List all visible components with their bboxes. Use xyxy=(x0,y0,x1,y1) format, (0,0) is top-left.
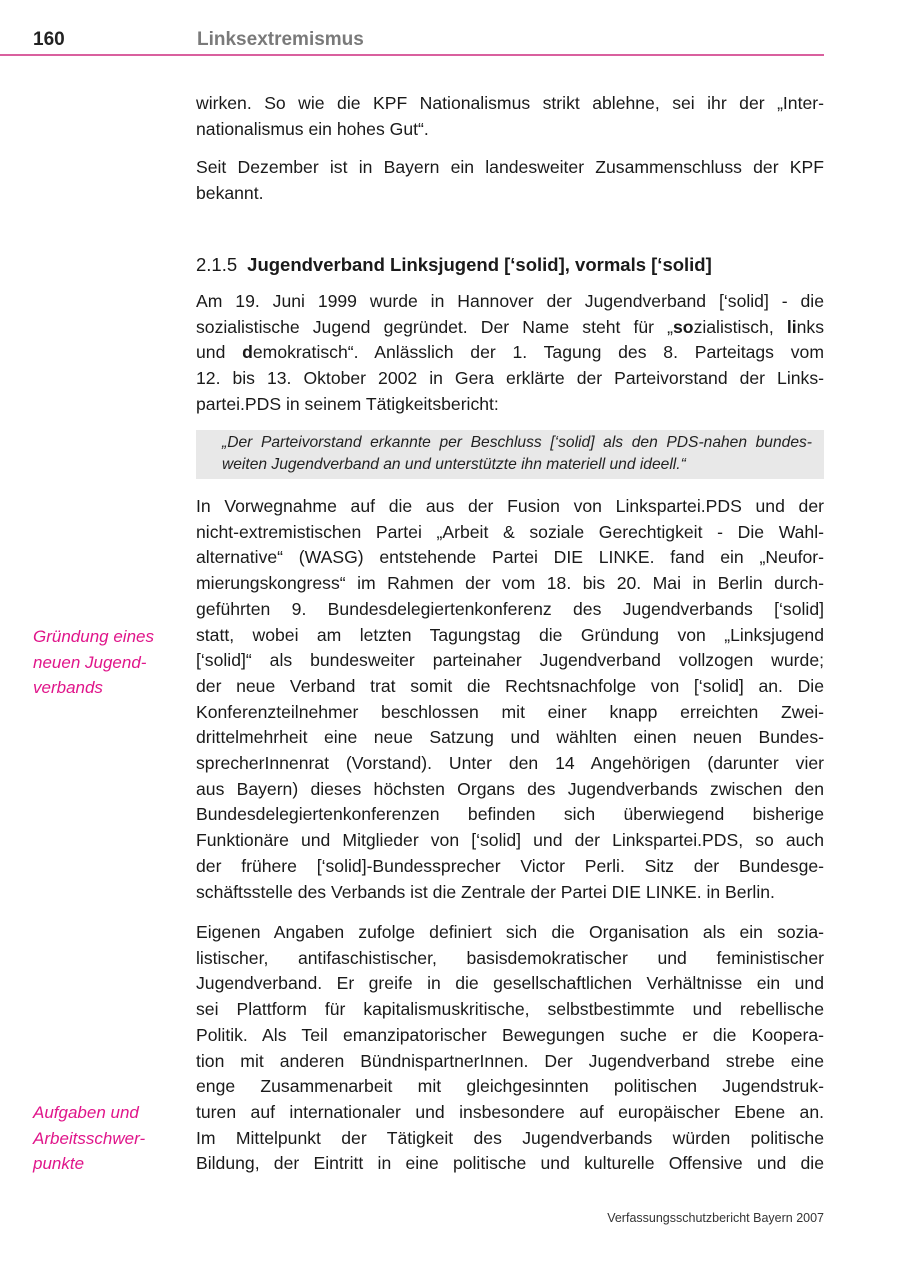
text-line: In Vorwegnahme auf die aus der Fusion von Linkspartei.PDS und der xyxy=(196,496,824,516)
paragraph xyxy=(196,289,824,418)
text-line: drittelmehrheit eine neue Satzung und wählten einen neuen Bundes- xyxy=(196,727,824,748)
text-line: turen auf internationaler und insbesondere auf europäischer Ebene an. xyxy=(196,1101,824,1122)
margin-note-line: Aufgaben und xyxy=(33,1103,139,1122)
section-running-title: Linksextremismus xyxy=(197,29,364,50)
margin-note-line: Gründung eines xyxy=(33,627,154,646)
text-line: Eigenen Angaben zufolge definiert sich die Organisation als ein sozia- xyxy=(196,922,824,942)
text-line: bekannt. xyxy=(196,182,264,203)
section-heading xyxy=(196,252,712,278)
page-footer: Verfassungsschutzbericht Bayern 2007 xyxy=(607,1211,824,1225)
text-line: tion mit anderen BündnispartnerInnen. Der Jugendverband strebe eine xyxy=(196,1050,824,1071)
text-line: nicht-extremistischen Partei „Arbeit & soziale Gerechtigkeit - Die Wahl- xyxy=(196,521,824,542)
header-rule xyxy=(0,54,824,56)
text-line: 12. bis 13. Oktober 2002 in Gera erklärte der Parteivorstand der Links- xyxy=(196,368,824,389)
paragraph xyxy=(196,155,824,206)
margin-note-tasks xyxy=(33,1100,145,1177)
quote-text xyxy=(222,432,812,476)
text-line: schäftsstelle des Verbands ist die Zentrale der Partei DIE LINKE. in Berlin. xyxy=(196,881,775,902)
text-line: Am 19. Juni 1999 wurde in Hannover der Jugendverband [‘solid] - die xyxy=(196,291,824,311)
text-line: [‘solid]“ als bundesweiter parteinaher Jugendverband vollzogen wurde; xyxy=(196,650,824,671)
margin-note-line: neuen Jugend- xyxy=(33,652,147,672)
text-line: Bildung, der Eintritt in eine politische und kulturelle Offensive und die xyxy=(196,1153,824,1174)
text-line: Bundesdelegiertenkonferenzen befinden sich überwiegend bisherige xyxy=(196,804,824,825)
section-number: 2.1.5 xyxy=(196,254,238,275)
text-fragment: und xyxy=(196,342,243,363)
text-line: alternative“ (WASG) entstehende Partei DIE LINKE. fand ein „Neufor- xyxy=(196,547,824,568)
margin-note-founding xyxy=(33,624,154,701)
page-number: 160 xyxy=(33,29,65,50)
text-line: Konferenzteilnehmer beschlossen mit einer knapp erreichten Zwei- xyxy=(196,701,824,722)
text-line: geführten 9. Bundesdelegiertenkonferenz des Jugendverbands [‘solid] xyxy=(196,598,824,619)
margin-note-line: verbands xyxy=(33,678,103,698)
text-line: der frühere [‘solid]-Bundessprecher Victor Perli. Sitz der Bundesge- xyxy=(196,855,824,876)
text-line: Seit Dezember ist in Bayern ein landesweiter Zusammenschluss der KPF xyxy=(196,157,824,177)
text-fragment: nks xyxy=(796,316,825,337)
paragraph xyxy=(196,494,824,905)
text-line: Im Mittelpunkt der Tätigkeit des Jugendverbands würden politische xyxy=(196,1127,824,1148)
text-line: Jugendverband. Er greife in die gesellschaftlichen Verhältnisse ein und xyxy=(196,973,824,994)
text-line xyxy=(196,340,824,366)
text-line: nationalismus ein hohes Gut“. xyxy=(196,118,429,139)
margin-note-line: punkte xyxy=(33,1154,85,1174)
margin-note-line: Arbeitsschwer- xyxy=(33,1128,146,1148)
paragraph xyxy=(196,920,824,1177)
bold-fragment: so xyxy=(673,316,694,337)
quote-box xyxy=(196,430,824,479)
text-line: Funktionäre und Mitglieder von [‘solid] und der Linkspartei.PDS, so auch xyxy=(196,830,824,851)
text-line: statt, wobei am letzten Tagungstag die Gründung von „Linksjugend xyxy=(196,624,824,645)
text-line: sprecherInnenrat (Vorstand). Unter den 14 Angehörigen (darunter vier xyxy=(196,753,824,774)
text-fragment: zialistisch, xyxy=(693,316,787,337)
text-line: wirken. So wie die KPF Nationalismus strikt ablehne, sei ihr der „Inter- xyxy=(196,93,824,113)
text-line: partei.PDS in seinem Tätigkeitsbericht: xyxy=(196,393,499,414)
quote-line: weiten Jugendverband an und unterstützte ihn materiell und ideell.“ xyxy=(222,456,686,473)
section-title: Jugendverband Linksjugend [‘solid], vormals [‘solid] xyxy=(247,254,712,275)
quote-line: „Der Parteivorstand erkannte per Beschluss [‘solid] als den PDS-nahen bundes- xyxy=(222,434,812,451)
text-line: der neue Verband trat somit die Rechtsnachfolge von [‘solid] an. Die xyxy=(196,675,824,696)
text-fragment: sozialistische Jugend gegründet. Der Name steht für „ xyxy=(196,316,674,337)
text-line: mierungskongress“ im Rahmen der vom 18. bis 20. Mai in Berlin durch- xyxy=(196,573,824,594)
text-fragment: emokratisch“. Anlässlich der 1. Tagung des 8. Parteitags vom xyxy=(252,342,824,363)
text-line: aus Bayern) dieses höchsten Organs des Jugendverbands zwischen den xyxy=(196,778,824,799)
text-line: Politik. Als Teil emanzipatorischer Bewegungen suche er die Koopera- xyxy=(196,1024,824,1045)
bold-fragment: d xyxy=(242,342,253,363)
paragraph xyxy=(196,91,824,142)
text-line: listischer, antifaschistischer, basisdemokratischer und feministischer xyxy=(196,947,824,968)
text-line xyxy=(196,315,824,341)
text-line: sei Plattform für kapitalismuskritische, selbstbestimmte und rebellische xyxy=(196,999,824,1020)
bold-fragment: li xyxy=(786,316,797,337)
text-line: enge Zusammenarbeit mit gleichgesinnten politischen Jugendstruk- xyxy=(196,1076,824,1097)
